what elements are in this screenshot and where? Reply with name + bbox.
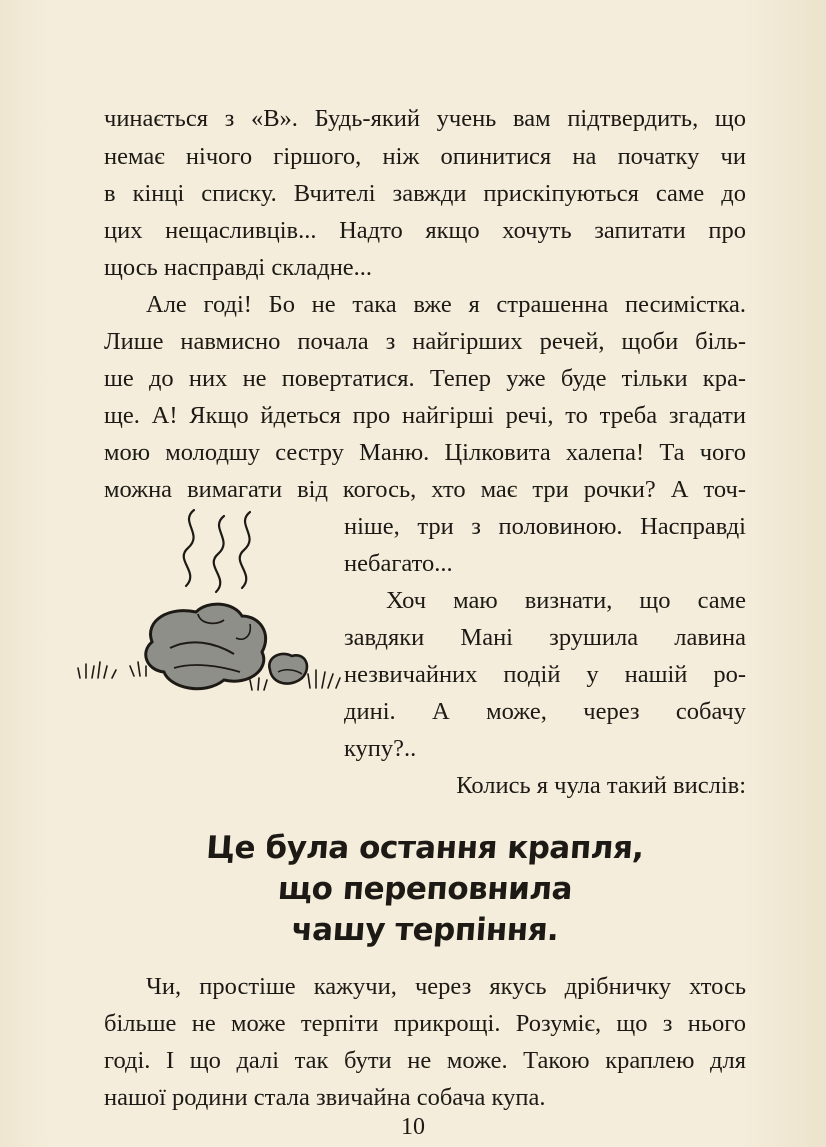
- text-line: Але годі! Бо не така вже я страшенна песимістка.: [146, 291, 746, 318]
- text-line: Лише навмисно почала з найгірших речей, щоби біль-: [104, 328, 746, 355]
- stink-lines-icon: [184, 510, 250, 592]
- poop-pile-icon: [146, 604, 307, 689]
- text-line: купу?..: [344, 735, 417, 762]
- text-line: чинається з «В». Будь-який учень вам підтвердить, що: [104, 105, 746, 132]
- text-line: немає нічого гіршого, ніж опинитися на початку чи: [104, 143, 746, 170]
- text-line: Колись я чула такий вислів:: [456, 772, 746, 799]
- text-line: цих нещасливців... Надто якщо хочуть запитати про: [104, 217, 746, 244]
- text-line: ше до них не повертатися. Тепер уже буде тільки кра-: [104, 365, 746, 392]
- dog-poop-illustration: [74, 502, 344, 717]
- quote-line: чашу терпіння.: [290, 912, 560, 948]
- text-line: нашої родини стала звичайна собача купа.: [104, 1084, 546, 1111]
- text-line: мою молодшу сестру Маню. Цілковита халепа! Та чого: [104, 439, 746, 466]
- text-line: в кінці списку. Вчителі завжди прискіпуються саме до: [104, 180, 746, 207]
- text-line: можна вимагати від когось, хто має три рочки? А точ-: [104, 476, 746, 503]
- text-line: ще. А! Якщо йдеться про найгірші речі, то треба згадати: [104, 402, 746, 429]
- text-line: більше не може терпіти прикрощі. Розуміє, що з нього: [104, 1010, 746, 1037]
- text-line: ніше, три з половиною. Насправді: [344, 513, 746, 540]
- text-line: дині. А може, через собачу: [344, 698, 746, 725]
- text-line: незвичайних подій у нашій ро-: [344, 661, 746, 688]
- quote-line: що переповнила: [276, 871, 574, 907]
- text-line: Хоч маю визнати, що саме: [386, 587, 746, 614]
- text-line: небагато...: [344, 550, 453, 577]
- text-line: щось насправді складне...: [104, 254, 373, 281]
- quote-line: Це була остання крапля,: [205, 830, 645, 866]
- text-line: Чи, простіше кажучи, через якусь дрібничку хтось: [146, 973, 746, 1000]
- page-number: 10: [401, 1114, 425, 1140]
- text-line: завдяки Мані зрушила лавина: [344, 624, 746, 651]
- text-line: годі. І що далі так бути не може. Такою краплею для: [104, 1047, 746, 1074]
